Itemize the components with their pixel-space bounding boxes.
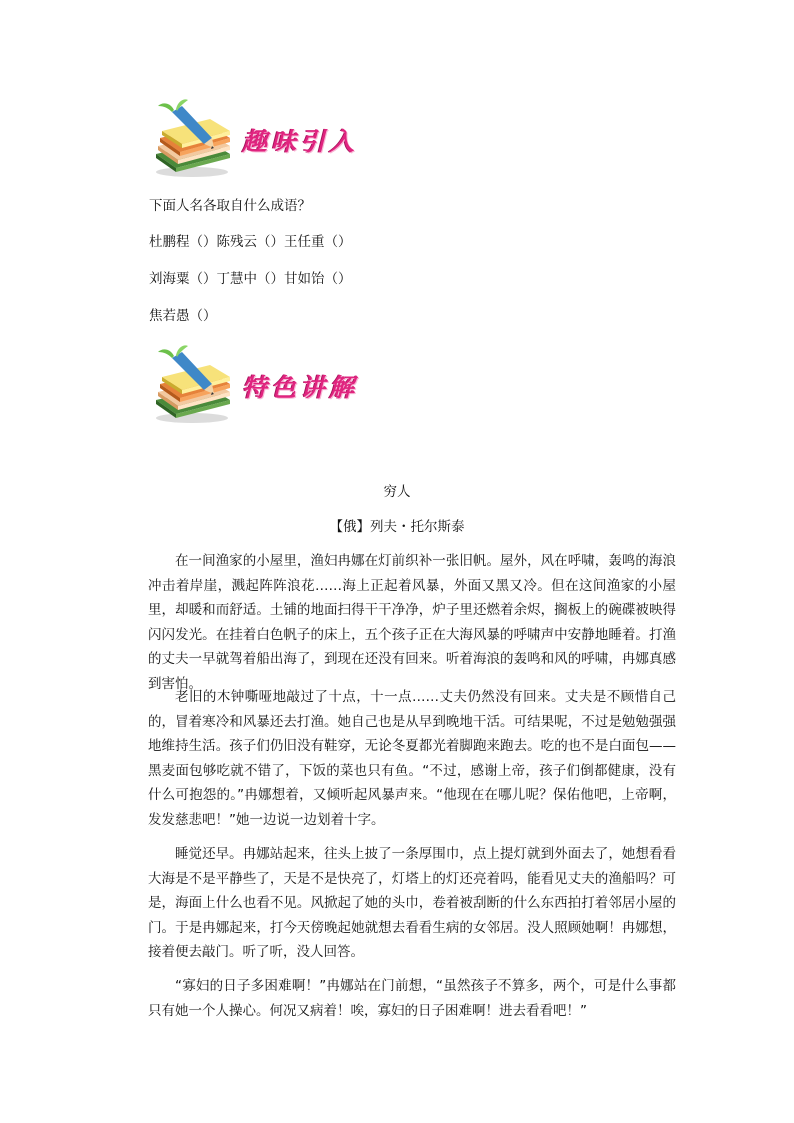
story-paragraph-2: 老旧的木钟嘶哑地敲过了十点，十一点……丈夫仍然没有回来。丈夫是不顾惜自己的，冒着寒冷和风暴还去打渔。她自己也是从早到晚地干活。可结果呢，不过是勉勉强强地维持生活。孩子们仍旧没有鞋穿，无论冬夏都光着脚跑来跑去。吃的也不是白面包——黑麦面包够吃就不错了，下饭的菜也只有鱼。“不过，感谢上帝，孩子们倒都健康，没有什么可抱怨的。”冉娜想着，又倾听起风暴声来。“他现在在哪儿呢？保佑他吧，上帝啊，发发慈悲吧！”她一边说一边划着十字。 [148,689,676,828]
story-paragraph-4: “寡妇的日子多困难啊！”冉娜站在门前想，“虽然孩子不算多，两个，可是什么事都只有她一个人操心。何况又病着！唉，寡妇的日子困难啊！进去看看吧！” [148,978,676,1019]
quiz-question: 下面人名各取自什么成语？ [149,198,311,214]
section-title-explain: 特色讲解 [242,373,359,402]
section-header-explain [150,344,410,424]
section-header-intro [150,98,410,178]
quiz-line-1: 杜鹏程（）陈残云（）王任重（） [149,234,352,250]
quiz-line-2: 刘海粟（）丁慧中（）甘如饴（） [149,271,352,287]
book-pencil-icon [150,344,240,426]
story-paragraph-3: 睡觉还早。冉娜站起来，往头上披了一条厚围巾，点上提灯就到外面去了，她想看看大海是不是平静些了，天是不是快亮了，灯塔上的灯还亮着吗，能看见丈夫的渔船吗？可是，海面上什么也看不见。风掀起了她的头巾，卷着被刮断的什么东西拍打着邻居小屋的门。于是冉娜起来，打今天傍晚起她就想去看看生病的女邻居。没人照顾她啊！冉娜想，接着便去敲门。听了听，没人回答。 [148,846,676,961]
story-author: 【俄】列夫・托尔斯泰 [329,519,465,535]
story-paragraph-1: 在一间渔家的小屋里，渔妇冉娜在灯前织补一张旧帆。屋外，风在呼啸，轰鸣的海浪冲击着岸崖，溅起阵阵浪花……海上正起着风暴，外面又黑又冷。但在这间渔家的小屋里，却暖和而舒适。土铺的地面扫得干干净净，炉子里还燃着余烬，搁板上的碗碟被映得闪闪发光。在挂着白色帆子的床上，五个孩子正在大海风暴的呼啸声中安静地睡着。打渔的丈夫一早就驾着船出海了，到现在还没有回来。听着海浪的轰鸣和风的呼啸，冉娜真感到害怕。 [148,553,676,692]
book-pencil-icon [150,98,240,180]
section-title-intro: 趣味引入 [242,127,359,156]
quiz-line-3: 焦若愚（） [149,308,217,324]
story-title: 穷人 [383,484,411,500]
